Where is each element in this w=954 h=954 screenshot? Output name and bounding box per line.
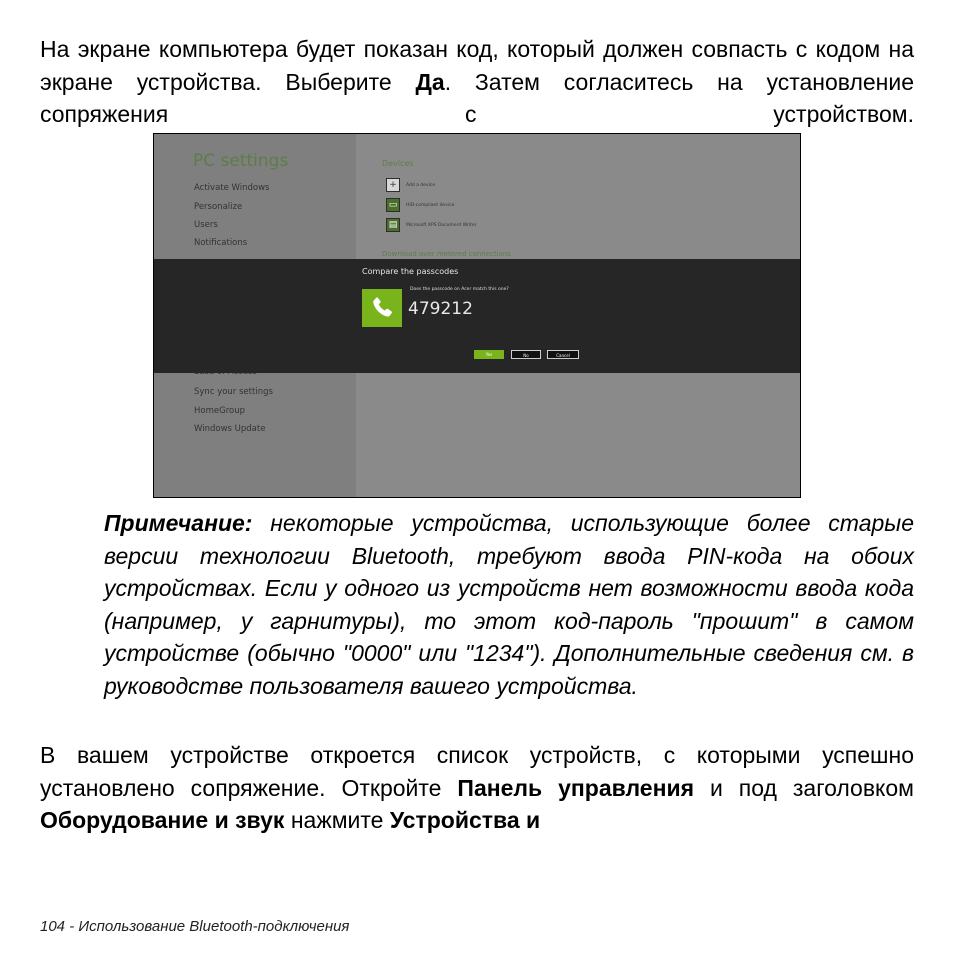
note-paragraph bbox=[104, 507, 914, 702]
outro-text-2: и под заголовком bbox=[694, 774, 914, 801]
menu-item-users[interactable]: Users bbox=[194, 220, 218, 230]
pc-settings-screenshot bbox=[153, 133, 801, 498]
outro-text-1: В вашем устройстве откроется список устройств, с которыми успешно установлено сопряжение. Откройте bbox=[40, 742, 914, 801]
menu-item-activate-windows[interactable]: Activate Windows bbox=[194, 183, 270, 193]
intro-bold-yes: Да bbox=[415, 68, 445, 95]
menu-item-homegroup[interactable]: HomeGroup bbox=[194, 406, 245, 416]
yes-button[interactable]: Yes bbox=[474, 350, 504, 359]
menu-item-windows-update[interactable]: Windows Update bbox=[194, 424, 266, 434]
no-button[interactable]: No bbox=[511, 350, 541, 359]
metered-connections-label: Download over metered connections bbox=[382, 250, 511, 258]
page-footer: 104 - Использование Bluetooth-подключения bbox=[40, 918, 350, 935]
note-label: Примечание: bbox=[104, 510, 253, 536]
menu-item-notifications[interactable]: Notifications bbox=[194, 238, 248, 248]
dialog-title: Compare the passcodes bbox=[362, 267, 459, 276]
devices-heading: Devices bbox=[382, 159, 414, 168]
outro-paragraph bbox=[40, 739, 914, 837]
outro-bold-devices: Устройства и bbox=[389, 807, 541, 833]
outro-text-3: нажмите bbox=[284, 807, 390, 833]
pc-settings-title: PC settings bbox=[193, 151, 289, 171]
phone-icon bbox=[362, 289, 402, 327]
menu-item-sync-settings[interactable]: Sync your settings bbox=[194, 387, 273, 397]
note-text: некоторые устройства, использующие более старые версии технологии Bluetooth, требуют ввода PIN-кода на обоих устройствах. Если у одного из устройств нет возможности ввода кода (например, у гарнитуры), то этот код-пароль "прошит" в самом устройстве (обычно "0000" или "1234"). Дополнительные сведения см. в руководстве пользователя вашего устройства. bbox=[104, 510, 914, 699]
device-label: Microsoft XPS Document Writer bbox=[406, 222, 477, 228]
device-label: HID-compliant device bbox=[406, 202, 455, 208]
printer-icon: ▤ bbox=[386, 218, 400, 232]
device-icon: ▭ bbox=[386, 198, 400, 212]
compare-passcodes-dialog bbox=[154, 259, 800, 373]
cancel-button[interactable]: Cancel bbox=[547, 350, 579, 359]
device-row-xps[interactable] bbox=[386, 218, 476, 232]
device-row-hid[interactable] bbox=[386, 198, 454, 212]
outro-bold-hardware-sound: Оборудование и звук bbox=[40, 807, 285, 833]
menu-item-personalize[interactable]: Personalize bbox=[194, 202, 243, 212]
device-label: Add a device bbox=[406, 182, 436, 188]
intro-text-2: . Затем согласитесь на установление сопряжения с устройством. bbox=[40, 68, 914, 127]
add-device-row[interactable] bbox=[386, 178, 435, 192]
outro-bold-control-panel: Панель управления bbox=[457, 774, 695, 801]
passcode-value: 479212 bbox=[408, 299, 473, 319]
plus-icon: + bbox=[386, 178, 400, 192]
intro-paragraph bbox=[40, 33, 914, 131]
intro-text-1: На экране компьютера будет показан код, который должен совпасть с кодом на экране устройства. Выберите bbox=[40, 36, 914, 95]
dialog-question: Does the passcode on Acer match this one? bbox=[410, 287, 509, 292]
